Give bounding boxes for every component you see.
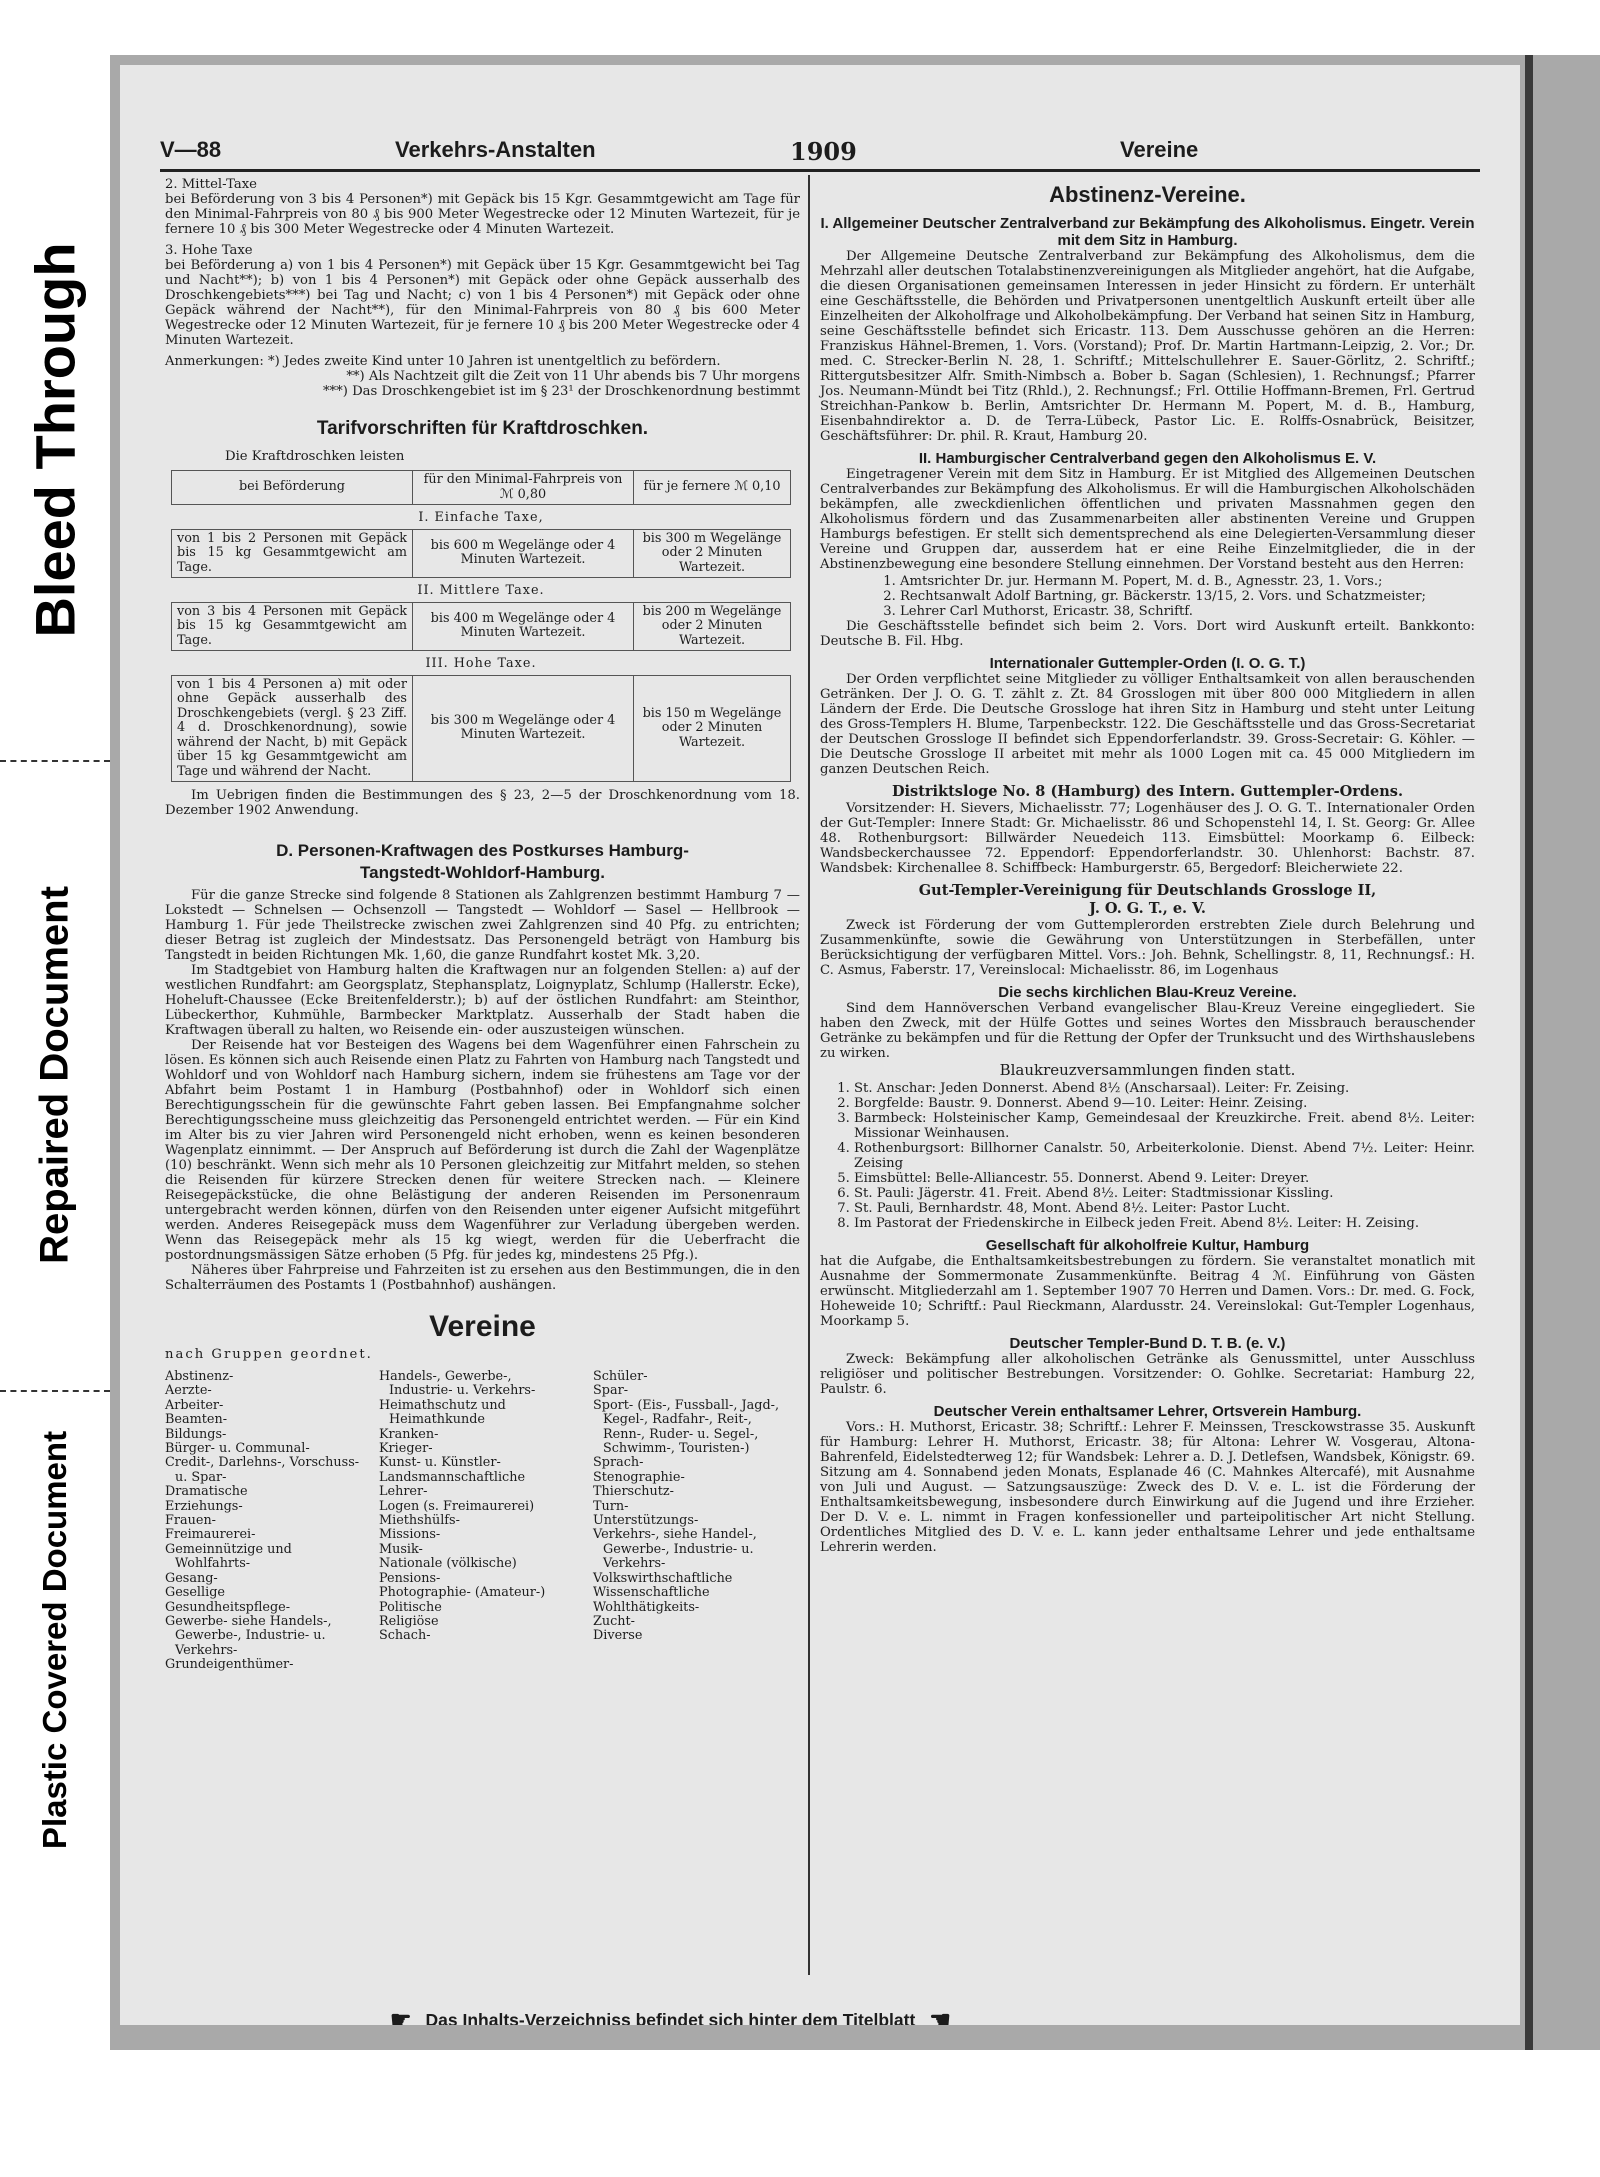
group-entry: Abstinenz-: [165, 1369, 234, 1384]
table-cell: bis 150 m Wegelänge oder 2 Minuten Wartezeit.: [634, 675, 791, 782]
group-column: [593, 1370, 793, 1673]
group-entry: Religiöse: [379, 1613, 439, 1629]
group-entry: Nationale (völkische): [379, 1556, 517, 1572]
paragraph: Eingetragener Verein mit dem Sitz in Hamburg. Er ist Mitglied des Allgemeinen Deutschen Centralverbandes zur Bekämpfung des Alkoholismus. Er will die Hamburgischen Alkoholschäden bekämpfen, alle zweckdienlichen öffentlichen und privaten Massnahmen gegen den Alkoholismus fördern und das Zusammenarbeiten aller abstinenten Vereine und Gruppen Hamburgs befestigen. Er stellt sich dementsprechend als eine Delegierten-Versammlung dieser Vereine und Gruppen dar, ausserdem hat er eine Reihe Einzelmitglieder, die in der Abstinenzbewegung eine besondere Stellung einnehmen. Der Vorstand besteht aus den Herren:: [820, 467, 1475, 572]
group-entry: Erziehungs-: [165, 1498, 243, 1514]
list-item: 4. Rothenburgsort: Billhorner Canalstr. 50, Arbeiterkolonie. Dienst. Abend 7½. Leiter: Heinr. Zeising: [854, 1141, 1475, 1171]
paragraph: Für die ganze Strecke sind folgende 8 Stationen als Zahlgrenzen bestimmt Hamburg 7 — Lokstedt — Schnelsen — Ochsenzoll — Tangstedt — Wohldorf — Sasel — Hellbrook — Hamburg 1. Für jede Theilstrecke zwischen zwei Zahlgrenzen sind 40 Pfg. zu entrichten; dieser Betrag ist zugleich der Mindestsatz. Das Personengeld beträgt von Hamburg bis Tangstedt in beiden Richtungen Mk. 1,60, die ganze Rundfahrt kostet Mk. 3,20.: [165, 888, 800, 963]
group-entry: Politische: [379, 1599, 442, 1615]
table-cell: von 1 bis 4 Personen a) mit oder ohne Gepäck ausserhalb des Droschkengebiets (vergl. § 23 Ziff. 4 d. Droschkenordnung), sowie während der Nacht, b) mit Gepäck über 15 kg Gesammtgewicht am Tage und während der Nacht.: [172, 675, 413, 782]
footnote: ***) Das Droschkengebiet ist im § 23¹ der Droschkenordnung bestimmt: [322, 384, 800, 399]
page-header: [160, 135, 1480, 172]
group-column: [379, 1370, 579, 1673]
group-entry: Thierschutz-: [593, 1484, 674, 1500]
paragraph: Die Geschäftsstelle befindet sich beim 2. Vors. Dort wird Auskunft erteilt. Bankkonto: Deutsche B. Fil. Hbg.: [820, 619, 1475, 649]
group-entry: Gesellige: [165, 1585, 225, 1601]
group-entry: Lehrer-: [379, 1484, 428, 1500]
group-entry: Miethshülfs-: [379, 1513, 460, 1529]
group-entry: Beamten-: [165, 1412, 228, 1428]
side-labels: [0, 0, 110, 1960]
section-title: Gesellschaft für alkoholfreie Kultur, Hamburg: [985, 1237, 1310, 1254]
group-entry: Kunst- u. Künstler-: [379, 1455, 501, 1471]
list-item: 3. Lehrer Carl Muthorst, Ericastr. 38, Schriftf.: [900, 604, 1475, 619]
section-title: I. Allgemeiner Deutscher Zentralverband zur Bekämpfung des Alkoholismus. Eingetr. Verein mit dem Sitz in Hamburg.: [820, 215, 1475, 249]
section-title: Deutscher Verein enthaltsamer Lehrer, Ortsverein Hamburg.: [933, 1403, 1362, 1420]
document-page: [120, 65, 1520, 2025]
table-cell: bis 400 m Wegelänge oder 4 Minuten Wartezeit.: [413, 602, 634, 651]
table-header: für den Minimal-Fahrpreis von ℳ 0,80: [413, 471, 634, 505]
section-title: Internationaler Guttempler-Orden (I. O. G. T.): [989, 655, 1306, 672]
table-cell: bis 600 m Wegelänge oder 4 Minuten Wartezeit.: [413, 529, 634, 578]
tarif-note: Im Uebrigen finden die Bestimmungen des § 23, 2—5 der Droschkenordnung vom 18. Dezember 1902 Anwendung.: [165, 788, 800, 818]
vereine-subtitle: nach Gruppen geordnet.: [165, 1347, 373, 1362]
group-entry: Sprach-: [593, 1455, 644, 1471]
right-column: [820, 177, 1475, 1555]
abstinenz-title: Abstinenz-Vereine.: [1049, 182, 1246, 207]
section-name: Vereine: [1120, 137, 1199, 162]
group-entry: Gesang-: [165, 1570, 218, 1586]
group-entry: Sport- (Eis-, Fussball-, Jagd-, Kegel-, Radfahr-, Reit-, Renn-, Ruder- u. Segel-, Schwimm-, Touristen-): [593, 1397, 780, 1457]
paragraph: Der Orden verpflichtet seine Mitglieder zu völliger Enthaltsamkeit von allen berauschenden Getränken. Der J. O. G. T. zählt z. Zt. 84 Grosslogen mit über 800 000 Mitgliedern in allen Ländern der Erde. Die Deutsche Grossloge hat ihren Sitz in Hamburg und steht unter Leitung des Gross-Templers H. Blume, Tarpenbeckstr. 122. Die Geschäftsstelle und das Gross-Secretariat der Deutschen Grossloge II befindet sich Eppendorferlandstr. 39. Gross-Secretair: G. Köhler. — Die Deutsche Grossloge II arbeitet mit mehr als 1000 Logen mit ca. 45 000 Mitgliedern im ganzen Deutschen Reich.: [820, 672, 1475, 777]
hohe-taxe-text: bei Beförderung a) von 1 bis 4 Personen*) mit Gepäck über 15 Kgr. Gesammtgewicht bei Tag und Nacht**); b) von 1 bis 4 Personen*) mit Gepäck oder ohne Gepäck ausserhalb des Droschkengebiets***) bei Tag und Nacht; c) von 1 bis 4 Personen*) mit Gepäck oder ohne Gepäck während der Nacht**), für den Minimal-Fahrpreis von 80 ₰ bis 600 Meter Wegestrecke oder 12 Minuten Wartezeit, für je fernere 10 ₰ bis 200 Meter Wegestrecke oder 4 Minuten Wartezeit.: [165, 258, 800, 348]
group-entry: Gewerbe- siehe Handels-, Gewerbe-, Industrie- u. Verkehrs-: [165, 1613, 332, 1658]
section-d-title: D. Personen-Kraftwagen des Postkurses Hamburg-: [276, 841, 689, 860]
group-index: [165, 1370, 800, 1673]
list-item: 8. Im Pastorat der Friedenskirche in Eilbeck jeden Freit. Abend 8½. Leiter: H. Zeising.: [854, 1216, 1475, 1231]
group-entry: Landsmannschaftliche: [379, 1469, 526, 1485]
subsection-title: Blaukreuzversammlungen finden statt.: [999, 1061, 1296, 1079]
paragraph: Der Allgemeine Deutsche Zentralverband zur Bekämpfung des Alkoholismus, dem die Mehrzahl aller deutschen Totalabstinenzvereinigungen als Mitglieder angehört, hat die Aufgabe, die diesen Organisationen gemeinsamen Interessen in jeder Hinsicht zu fördern. Er unterhält eine Geschäftsstelle, die Behörden und Privatpersonen unentgeltlich Auskunft erteilt über alle Einzelheiten der Alkoholfrage und Alkoholbekämpfung. Der Verband hat seinen Sitz in Hamburg, seine Geschäftsstelle befindet sich Ericastr. 113. Dem Ausschusse gehören an die Herren: Franziskus Hähnel-Bremen, 1. Vors. (Vorstand); Prof. Dr. Martin Hartmann-Leipzig, 2. Vor.; Dr. med. C. Strecker-Berlin N. 28, 1. Schriftf.; Mittelschullehrer E. Sauer-Görlitz, 2. Schriftf.; Rittergutsbesitzer Alfr. Smith-Nimbsch a. Bober b. Sagan (Schlesien), 1. Rechnungsf.; Pfarrer Jos. Neumann-Mündt bei Titz (Rhld.), 2. Rechnungsf.; Frl. Ottilie Hoffmann-Bremen, Frl. Gertrud Streichhan-Pankow b. Berlin, Amtsrichter Dr. Hermann M. Popert, M. d. B., Hamburg, Eisenbahndirektor a. D. de Terra-Lübeck, Pastor Lic. E. Rolffs-Osnabrück, Beisitzer, Geschäftsführer: Dr. phil. R. Kraut, Hamburg 20.: [820, 249, 1475, 444]
group-entry: Verkehrs-, siehe Handel-, Gewerbe-, Industrie- u. Verkehrs-: [593, 1527, 757, 1572]
group-entry: Spar-: [593, 1383, 629, 1399]
list-item: 5. Eimsbüttel: Belle-Alliancestr. 55. Donnerst. Abend 9. Leiter: Dreyer.: [854, 1171, 1475, 1186]
group-entry: Diverse: [593, 1628, 643, 1644]
footnote: **) Als Nachtzeit gilt die Zeit von 11 Uhr abends bis 7 Uhr morgens: [346, 369, 800, 384]
pointing-hand-right-icon: ☛: [390, 2006, 412, 2025]
label-bleed-through: Bleed Through: [23, 242, 87, 638]
section-title: II. Mittlere Taxe.: [172, 578, 791, 603]
footer-text: Das Inhalts-Verzeichniss befindet sich hinter dem Titelblatt: [425, 2010, 916, 2025]
table-cell: bis 200 m Wegelänge oder 2 Minuten Wartezeit.: [634, 602, 791, 651]
table-section: [172, 505, 791, 530]
group-entry: Unterstützungs-: [593, 1513, 699, 1529]
running-title: Verkehrs-Anstalten: [395, 137, 596, 162]
footnote: Anmerkungen: *) Jedes zweite Kind unter 10 Jahren ist unentgeltlich zu befördern.: [165, 354, 721, 369]
table-row: [172, 529, 791, 578]
vereine-title: Vereine: [429, 1310, 536, 1343]
list-item: 2. Borgfelde: Baustr. 9. Donnerst. Abend 9—10. Leiter: Heinr. Zeising.: [854, 1096, 1475, 1111]
list-item: 1. Amtsrichter Dr. jur. Hermann M. Popert, M. d. B., Agnesstr. 23, 1. Vors.;: [900, 574, 1475, 589]
table-section: [172, 651, 791, 676]
group-entry: Bürger- u. Communal-: [165, 1441, 310, 1457]
paragraph: Sind dem Hannöverschen Verband evangelischer Blau-Kreuz Vereine eingegliedert. Sie haben den Zweck, mit der Hülfe Gottes und seines Wortes den Missbrauch berauschender Getränke zu bekämpfen und für die Rettung der Opfer der Trunksucht und des Wirthshauslebens zu wirken.: [820, 1001, 1475, 1061]
table-header: für je fernere ℳ 0,10: [634, 471, 791, 505]
table-header: bei Beförderung: [172, 471, 413, 505]
group-entry: Gesundheitspflege-: [165, 1599, 291, 1615]
list-item: 7. St. Pauli, Bernhardstr. 48, Mont. Abend 8½. Leiter: Pastor Lucht.: [854, 1201, 1475, 1216]
section-title: Die sechs kirchlichen Blau-Kreuz Vereine.: [998, 984, 1297, 1001]
paragraph: Zweck ist Förderung der vom Guttemplerorden erstrebten Ziele durch Belehrung und Zusammenkünfte, sowie die Gewährung von Unterstützungen in Sterbefällen, unter Berücksichtigung der verfügbaren Mittel. Vors.: Joh. Behnk, Schellingstr. 8, 11, Rechnungsf.: H. C. Asmus, Faberstr. 17, Vereinslocal: Michaelisstr. 86, im Logenhaus: [820, 918, 1475, 978]
group-entry: Dramatische: [165, 1484, 248, 1500]
table-cell: von 3 bis 4 Personen mit Gepäck bis 15 kg Gesammtgewicht am Tage.: [172, 602, 413, 651]
table-row: [172, 602, 791, 651]
pointing-hand-left-icon: ☚: [929, 2006, 951, 2025]
column-rule: [808, 175, 810, 1975]
group-entry: Arbeiter-: [165, 1397, 224, 1413]
label-repaired-document: Repaired Document: [32, 886, 77, 1264]
tarif-title: Tarifvorschriften für Kraftdroschken.: [316, 418, 649, 439]
group-entry: Bildungs-: [165, 1426, 227, 1442]
group-entry: Musik-: [379, 1541, 423, 1557]
group-entry: Freimaurerei-: [165, 1527, 256, 1543]
group-entry: Wohlthätigkeits-: [593, 1599, 700, 1615]
group-entry: Stenographie-: [593, 1469, 685, 1485]
group-entry: Aerzte-: [165, 1383, 212, 1399]
group-entry: Krieger-: [379, 1441, 433, 1457]
board-list: [880, 574, 1475, 619]
paragraph: Näheres über Fahrpreise und Fahrzeiten ist zu ersehen aus den Bestimmungen, die in den Schalterräumen des Postamts 1 (Postbahnhof) aushängen.: [165, 1263, 800, 1293]
paragraph: hat die Aufgabe, die Enthaltsamkeitsbestrebungen zu fördern. Sie veranstaltet monatlich mit Ausnahme der Sommermonate Zusammenkünfte. Beitrag 4 ℳ. Einführung von Gästen erwünscht. Mitgliederzahl am 1. September 1907 70 Herren und Damen. Vors.: Dr. med. G. Fock, Hoheweide 10; Schriftf.: Paul Rieckmann, Alardusstr. 24. Vereinslokal: Gut-Templer Logenhaus, Moorkamp 5.: [820, 1254, 1475, 1329]
section-title: III. Hohe Taxe.: [172, 651, 791, 676]
section-title: Gut-Templer-Vereinigung für Deutschlands Grossloge II,: [918, 882, 1377, 899]
group-entry: Frauen-: [165, 1513, 217, 1529]
scan-edge: [1525, 55, 1533, 2050]
group-entry: Volkswirthschaftliche: [593, 1570, 733, 1586]
footer-note: [390, 2006, 1310, 2025]
left-column: [165, 177, 800, 1673]
section-title: I. Einfache Taxe,: [172, 505, 791, 530]
group-entry: Schüler-: [593, 1369, 648, 1384]
paragraph: Zweck: Bekämpfung aller alkoholischen Getränke als Genussmittel, unter Ausschluss religiöser und politischer Bestrebungen. Vorsitzender: O. Gohlke. Secretariat: Hamburg 22, Paulstr. 6.: [820, 1352, 1475, 1397]
paragraph: Im Stadtgebiet von Hamburg halten die Kraftwagen nur an folgenden Stellen: a) auf der westlichen Rundfahrt: am Georgsplatz, Stephansplatz, Loignyplatz, Schlump (Hallerstr. Ecke), Hoheluft-Chaussee (Ecke Breitenfelderstr.); b) auf der östlichen Rundfahrt: am Steinthor, Lübeckerthor, Kuhmühle, Barmbecker Marktplatz. Ausserhalb der Stadt haben die Kraftwagen überall zu halten, wo Reisende ein- oder auszusteigen wünschen.: [165, 963, 800, 1038]
section-title: J. O. G. T., e. V.: [1089, 900, 1206, 917]
mittel-taxe-text: bei Beförderung von 3 bis 4 Personen*) mit Gepäck bis 15 Kgr. Gesammtgewicht am Tage für den Minimal-Fahrpreis von 80 ₰ bis 900 Meter Wegestrecke oder 12 Minuten Wartezeit, für je fernere 10 ₰ bis 300 Meter Wegestrecke oder 4 Minuten Wartezeit.: [165, 192, 800, 237]
group-entry: Photographie- (Amateur-): [379, 1585, 546, 1601]
label-divider: [0, 1390, 110, 1392]
table-row: [172, 675, 791, 782]
tarif-table: [171, 470, 791, 782]
group-entry: Missions-: [379, 1527, 441, 1543]
group-entry: Gemeinnützige und Wohlfahrts-: [165, 1541, 292, 1572]
group-entry: Wissenschaftliche: [593, 1585, 710, 1601]
group-entry: Schach-: [379, 1628, 431, 1644]
list-item: 3. Barmbeck: Holsteinischer Kamp, Gemeindesaal der Kreuzkirche. Freit. abend 8½. Leiter: Missionar Weinhausen.: [854, 1111, 1475, 1141]
section-title: Distriktsloge No. 8 (Hamburg) des Intern. Guttempler-Ordens.: [891, 783, 1404, 800]
meeting-list: [820, 1081, 1475, 1231]
mittel-taxe-title: 2. Mittel-Taxe: [165, 177, 257, 192]
group-entry: Pensions-: [379, 1570, 441, 1586]
table-cell: bis 300 m Wegelänge oder 2 Minuten Wartezeit.: [634, 529, 791, 578]
group-entry: Zucht-: [593, 1613, 636, 1629]
list-item: 6. St. Pauli: Jägerstr. 41. Freit. Abend 8½. Leiter: Stadtmissionar Kissling.: [854, 1186, 1475, 1201]
section-title: Deutscher Templer-Bund D. T. B. (e. V.): [1009, 1335, 1286, 1352]
group-entry: Logen (s. Freimaurerei): [379, 1498, 535, 1514]
paragraph: Vors.: H. Muthorst, Ericastr. 38; Schriftf.: Lehrer F. Meinssen, Tresckowstrasse 35. Auskunft für Hamburg: Lehrer H. Muthorst, Ericastr. 38; für Altona: Lehrer W. Vosgerau, Altona-Bahrenfeld, Eidelstedterweg 12; für Wandsbek: Lehrer a. D. J. Detlefsen, Wandsbek, Königstr. 69. Sitzung am 4. Sonnabend jeden Monats, Esplanade 46 (C. Mahnkes Altercafé), mit Ausnahme von Juli und August. — Satzungsauszüge: Zweck des D. V. e. L. ist die Förderung der Enthaltsamkeitsbewegung, insbesondere durch Einwirkung auf die Jugend und ihre Erzieher. Der D. V. e. L. nimmt in Fragen konfessioneller und parteipolitischer Art nicht Stellung. Ordentliches Mitglied des D. V. e. L. kann jeder enthaltsame Lehrer und jede enthaltsame Lehrerin werden.: [820, 1420, 1475, 1555]
table-cell: von 1 bis 2 Personen mit Gepäck bis 15 kg Gesammtgewicht am Tage.: [172, 529, 413, 578]
label-divider: [0, 760, 110, 762]
page-number: V—88: [160, 137, 222, 162]
label-plastic-covered-document: Plastic Covered Document: [36, 1430, 73, 1850]
group-entry: Handels-, Gewerbe-, Industrie- u. Verkehrs-: [379, 1369, 536, 1399]
group-entry: Kranken-: [379, 1426, 439, 1442]
tarif-intro: Die Kraftdroschken leisten: [225, 449, 405, 464]
table-header-row: [172, 471, 791, 505]
table-cell: bis 300 m Wegelänge oder 4 Minuten Wartezeit.: [413, 675, 634, 782]
group-entry: Heimathschutz und Heimathkunde: [379, 1397, 506, 1428]
list-item: 2. Rechtsanwalt Adolf Bartning, gr. Bäckerstr. 13/15, 2. Vors. und Schatzmeister;: [900, 589, 1475, 604]
group-column: [165, 1370, 365, 1673]
group-entry: Grundeigenthümer-: [165, 1657, 294, 1673]
table-section: [172, 578, 791, 603]
year: 1909: [790, 137, 857, 166]
section-d-title: Tangstedt-Wohldorf-Hamburg.: [360, 863, 605, 882]
paragraph: Vorsitzender: H. Sievers, Michaelisstr. 77; Logenhäuser des J. O. G. T.. Internationaler Orden der Gut-Templer: Innere Stadt: Gr. Michaelisstr. 86 und Schopenstehl 14, I. St. Georg: Gr. Allee 48. Rothenburgsort: Billwärder Neuedeich 113. Eimsbüttel: Moorkamp 6. Eilbeck: Wandsbeckerchaussee 72. Eppendorf: Eppendorferlandstr. 30. Uhlenhorst: Bachstr. 87. Wandsbek: Kirchenallee 8. Schiffbeck: Hamburgerstr. 65, Bergedorf: Bleicherwiete 22.: [820, 801, 1475, 876]
hohe-taxe-title: 3. Hohe Taxe: [165, 243, 253, 258]
paragraph: Der Reisende hat vor Besteigen des Wagens bei dem Wagenführer einen Fahrschein zu lösen. Es können sich auch Reisende einen Platz zu Fahrten von Hamburg nach Tangstedt und Wohldorf und von Wohldorf nach Hamburg sichern, indem sie frühestens am Tage vor der Abfahrt beim Postamt 1 in Hamburg (Postbahnhof) oder in Wohldorf sich einen Berechtigungsschein für die gewünschte Fahrt geben lassen. Bei Empfangnahme solcher Berechtigungsscheine muss gleichzeitig das Personengeld entrichtet werden. — Für ein Kind im Alter bis zu vier Jahren wird Personengeld nicht erhoben, wenn es keinen besonderen Wagenplatz einnimmt. — Der Anspruch auf Beförderung ist durch die Zahl der Wagenplätze (10) beschränkt. Wenn sich mehr als 10 Personen gleichzeitig zur Mitfahrt melden, so stehen die Reisenden für kürzere Strecken denen für weitere Strecken nach. — Kleinere Reisegepäckstücke, die ohne Belästigung der anderen Reisenden im Personenraum untergebracht werden können, dürfen von den Reisenden unter eigener Aufsicht mitgeführt werden. Anderes Reisegepäck muss dem Wagenführer zur Verladung übergeben werden. Wenn das Reisegepäck mehr als 15 kg wiegt, werden für die Ueberfracht die postordnungsmässigen Sätze erhoben (5 Pfg. für jedes kg, mindestens 25 Pfg.).: [165, 1038, 800, 1263]
group-entry: Credit-, Darlehns-, Vorschuss- u. Spar-: [165, 1455, 360, 1485]
section-title: II. Hamburgischer Centralverband gegen den Alkoholismus E. V.: [918, 450, 1377, 467]
group-entry: Turn-: [593, 1498, 629, 1514]
list-item: 1. St. Anschar: Jeden Donnerst. Abend 8½ (Anscharsaal). Leiter: Fr. Zeising.: [854, 1081, 1475, 1096]
